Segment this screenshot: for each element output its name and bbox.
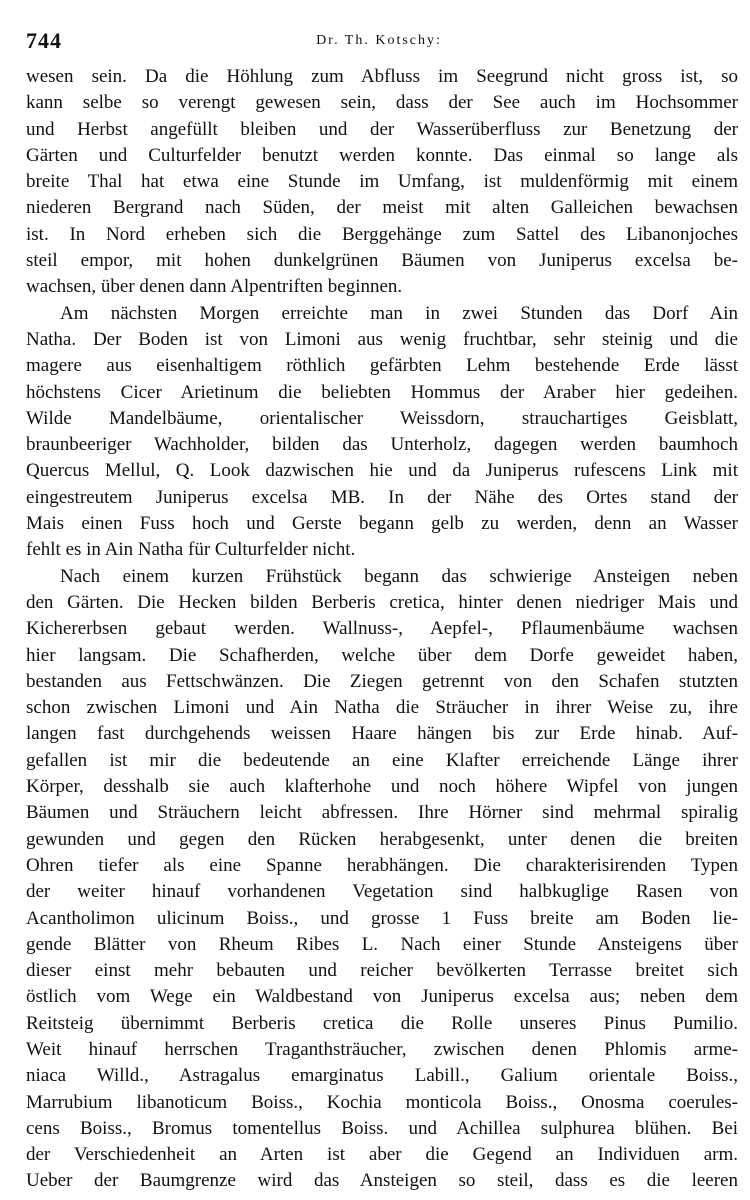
text-line: niaca Willd., Astragalus emarginatus Labill., Galium orientale Boiss., — [26, 1065, 738, 1087]
text-line: bestanden aus Fettschwänzen. Die Ziegen getrennt von den Schafen stutzten — [26, 670, 738, 692]
text-line: Weit hinauf herrschen Traganthsträucher, zwischen denen Phlomis arme- — [26, 1038, 738, 1060]
text-line: schon zwischen Limoni und Ain Natha die Sträucher in ihrer Weise zu, ihre — [26, 697, 738, 719]
text-line: Natha. Der Boden ist von Limoni aus wenig fruchtbar, sehr steinig und die — [26, 328, 738, 350]
text-line: Bäumen und Sträuchern leicht abfressen. Ihre Hörner sind mehrmal spiralig — [26, 802, 738, 824]
text-line: Am nächsten Morgen erreichte man in zwei Stunden das Dorf Ain — [60, 302, 738, 324]
text-line: der Verschiedenheit an Arten ist aber die Gegend an Individuen arm. — [26, 1144, 738, 1166]
text-line: hier langsam. Die Schafherden, welche über dem Dorfe geweidet haben, — [26, 644, 738, 666]
text-line: braunbeeriger Wachholder, bilden das Unterholz, dagegen werden baumhoch — [26, 434, 738, 456]
text-line: Mais einen Fuss hoch und Gerste begann gelb zu werden, denn an Wasser — [26, 513, 738, 535]
text-line: Quercus Mellul, Q. Look dazwischen hie und da Juniperus rufescens Link mit — [26, 460, 738, 482]
text-line: fehlt es in Ain Natha für Culturfelder nicht. — [26, 539, 356, 561]
text-line: Wilde Mandelbäume, orientalischer Weissdorn, strauchartiges Geisblatt, — [26, 407, 738, 429]
text-line: breite Thal hat etwa eine Stunde im Umfang, ist muldenförmig mit einem — [26, 171, 738, 193]
text-line: Körper, desshalb sie auch klafterhohe und noch höhere Wipfel von jungen — [26, 776, 738, 798]
text-line: ist. In Nord erheben sich die Berggehänge zum Sattel des Libanonjoches — [26, 223, 738, 245]
text-line: wesen sein. Da die Höhlung zum Abfluss im Seegrund nicht gross ist, so — [26, 66, 738, 87]
page-header — [26, 28, 732, 58]
text-line: Reitsteig übernimmt Berberis cretica die Rolle unseres Pinus Pumilio. — [26, 1012, 738, 1034]
text-line: gende Blätter von Rheum Ribes L. Nach einer Stunde Ansteigens über — [26, 933, 738, 955]
text-line: Ueber der Baumgrenze wird das Ansteigen so steil, dass es die leeren — [26, 1170, 738, 1192]
text-line: steil empor, mit hohen dunkelgrünen Bäumen von Juniperus excelsa be- — [26, 250, 738, 272]
text-line: Ohren tiefer als eine Spanne herabhängen. Die charakterisirenden Typen — [26, 854, 738, 876]
page-number: 744 — [26, 28, 62, 53]
text-line: dieser einst mehr bebauten und reicher bevölkerten Terrasse breitet sich — [26, 960, 738, 982]
text-line: Kichererbsen gebaut werden. Wallnuss-, Aepfel-, Pflaumenbäume wachsen — [26, 618, 738, 640]
text-line: wachsen, über denen dann Alpentriften beginnen. — [26, 276, 403, 298]
text-line: eingestreutem Juniperus excelsa MB. In der Nähe des Ortes stand der — [26, 486, 738, 508]
text-line: der weiter hinauf vorhandenen Vegetation sind halbkuglige Rasen von — [26, 881, 738, 903]
text-line: östlich vom Wege ein Waldbestand von Juniperus excelsa aus; neben dem — [26, 986, 738, 1008]
text-line: Gärten und Culturfelder benutzt werden konnte. Das einmal so lange als — [26, 144, 738, 166]
text-line: magere aus eisenhaltigem röthlich gefärbten Lehm bestehende Erde lässt — [26, 355, 738, 377]
running-head: Dr. Th. Kotschy: — [316, 33, 442, 48]
text-line: niederen Bergrand nach Süden, der meist mit alten Galleichen bewachsen — [26, 197, 738, 219]
text-line: Marrubium libanoticum Boiss., Kochia monticola Boiss., Onosma coerules- — [26, 1091, 738, 1113]
text-line: langen fast durchgehends weissen Haare hängen bis zur Erde hinab. Auf- — [26, 723, 738, 745]
text-line: gefallen ist mir die bedeutende an eine Klafter erreichende Länge ihrer — [26, 749, 738, 771]
text-line: Nach einem kurzen Frühstück begann das schwierige Ansteigen neben — [60, 565, 738, 587]
body-text — [26, 64, 738, 1195]
text-line: gewunden und gegen den Rücken herabgesenkt, unter denen die breiten — [26, 828, 738, 850]
text-line: Acantholimon ulicinum Boiss., und grosse 1 Fuss breite am Boden lie- — [26, 907, 738, 929]
text-line: höchstens Cicer Arietinum die beliebten Hommus der Araber hier gedeihen. — [26, 381, 738, 403]
text-line: kann selbe so verengt gewesen sein, dass der See auch im Hochsommer — [26, 92, 738, 114]
text-line: den Gärten. Die Hecken bilden Berberis cretica, hinter denen niedriger Mais und — [26, 591, 738, 613]
text-line: cens Boiss., Bromus tomentellus Boiss. und Achillea sulphurea blühen. Bei — [26, 1117, 738, 1139]
text-line: und Herbst angefüllt bleiben und der Wasserüberfluss zur Benetzung der — [26, 118, 738, 140]
